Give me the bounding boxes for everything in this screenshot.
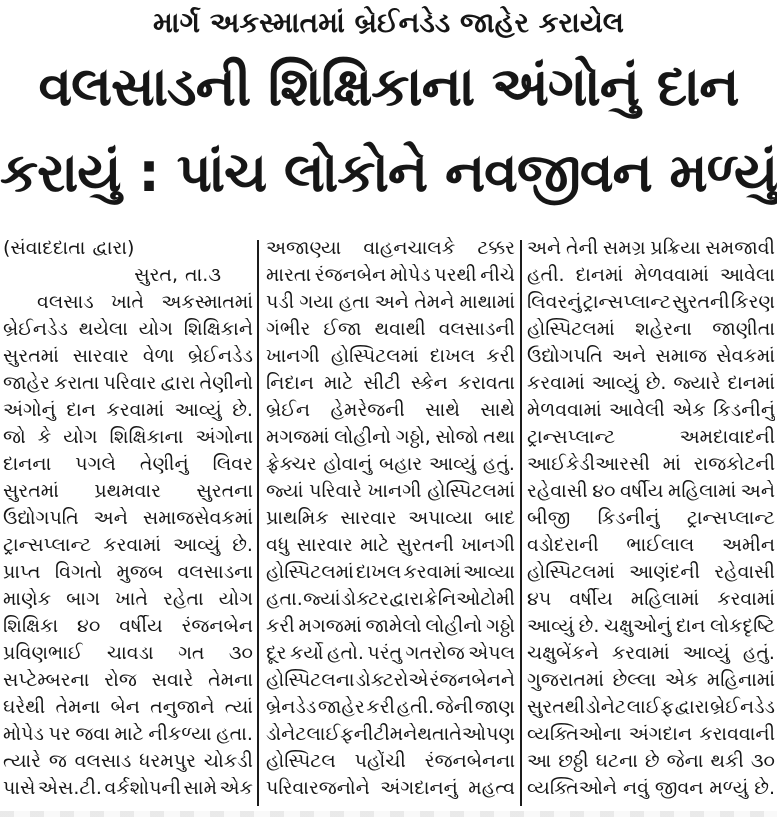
text-line: સુરત, તા.૩	[134, 264, 221, 286]
text-line: મગજમાં લોહીનો ગઠ્ઠો, સોજો તથા	[266, 426, 515, 448]
main-headline	[0, 44, 777, 216]
text-line: ડોનેટ લાઈફની ટીમને થતા તેઓ પણ	[266, 723, 515, 745]
article-column-left	[3, 237, 253, 805]
text-line: ઉદ્યોગપતિ અને સમાજસેવકમાં	[3, 507, 253, 529]
text-line: આ છઠ્ઠી ઘટના છે જેના થકી ૩૦	[527, 750, 775, 772]
text-line: ગંભીર ઈજા થવાથી વલસાડની	[266, 318, 515, 340]
text-line: ગુજરાતમાં છેલ્લા એક મહિનામાં	[527, 669, 775, 691]
text-line: માણેક બાગ ખાતે રહેતા યોગ	[3, 588, 253, 610]
text-line: ફ્રેક્ચર હોવાનું બહાર આવ્યું હતું.	[266, 453, 515, 475]
text-line: જો કે યોગ શિક્ષિકાના અંગોના	[3, 426, 253, 448]
text-line: (સંવાદદાતા દ્વારા)	[3, 237, 135, 259]
text-line: વધુ સારવાર માટે સુરતની ખાનગી	[266, 534, 515, 556]
text-line: શિક્ષિકા ૪૦ વર્ષીય રંજનબેન	[3, 615, 253, 637]
text-line: અજાણ્યા વાહનચાલકે ટક્કર	[266, 237, 515, 259]
text-line: હતી. દાનમાં મેળવવામાં આવેલા	[527, 264, 775, 286]
text-line: મારતા રંજનબેન મોપેડ પરથી નીચે	[266, 264, 515, 286]
scan-edge-artifact	[0, 811, 777, 817]
text-line: હોસ્પિટલમાં દાખલ કરવામાં આવ્યા	[266, 561, 515, 583]
text-line: બ્રેઈન હેમરેજની સાથે સાથે	[266, 399, 515, 421]
text-line: બ્રેઈનડેડ થયેલા યોગ શિક્ષિકાને	[3, 318, 253, 340]
text-line: સુરતમાં સારવાર વેળા બ્રેઈનડેડ	[3, 345, 253, 367]
text-line: હોસ્પિટલમાં શહેરના જાણીતા	[527, 318, 775, 340]
text-line: સુરતમાં પ્રથમવાર સુરતના	[3, 480, 253, 502]
text-line: રહેવાસી ૪૦ વર્ષીય મહિલામાં અને	[527, 480, 775, 502]
text-line: આવ્યું છે. ચક્ષુઓનું દાન લોકદૃષ્ટિ	[527, 615, 775, 637]
text-line: અંગોનું દાન કરવામાં આવ્યું છે.	[3, 399, 253, 421]
text-line: ૪૫ વર્ષીય મહિલામાં કરવામાં	[527, 588, 775, 610]
text-line: હોસ્પિટલમાં આણંદની રહેવાસી	[527, 561, 775, 583]
text-line: વલસાડ ખાતે અકસ્માતમાં	[37, 291, 253, 313]
kicker-headline: માર્ગ અકસ્માતમાં બ્રેઈનડેડ જાહેર કરાયેલ	[153, 6, 624, 39]
column-divider-right	[520, 240, 522, 806]
text-line: પાસે એસ.ટી. વર્કશોપની સામે એક	[3, 777, 253, 799]
text-line: હોસ્પિટલના ડોક્ટરોએ રંજનબેનને	[266, 669, 515, 691]
text-line: બીજી કિડનીનું ટ્રાન્સપ્લાન્ટ	[527, 507, 775, 529]
text-line: સુરતથી ડોનેટ લાઈફ દ્વારા બ્રેઈનડેડ	[527, 696, 775, 718]
main-headline-line-2: કરાયું : પાંચ લોકોને નવજીવન મળ્યું	[0, 141, 777, 204]
text-line: કરવામાં આવ્યું છે. જ્યારે દાનમાં	[527, 372, 775, 394]
text-line: બ્રેનડેડ જાહેર કરી હતી. જેની જાણ	[266, 696, 515, 718]
text-line: ત્યારે જ વલસાડ ધરમપુર ચોકડી	[3, 750, 253, 772]
text-line: જાહેર કરાતા પરિવાર દ્વારા તેણીનો	[3, 372, 253, 394]
text-line: વ્યક્તિઓને નવું જીવન મળ્યું છે.	[527, 777, 775, 799]
text-line: સપ્ટેમ્બરના રોજ સવારે તેમના	[3, 669, 253, 691]
text-line: ઉદ્યોગપતિ અને સમાજ સેવકમાં	[527, 345, 775, 367]
text-line: લિવરનું ટ્રાન્સપ્લાન્ટ સુરતની કિરણ	[527, 291, 775, 313]
text-line: કરી મગજમાં જામેલો લોહીનો ગઠ્ઠો	[266, 615, 515, 637]
text-line: મોપેડ પર જવા માટે નીકળ્યા હતા.	[3, 723, 253, 745]
text-line: દૂર કર્યો હતો. પરંતુ ગતરોજ એપલ	[266, 642, 515, 664]
article-column-middle	[266, 237, 515, 805]
text-line: પરિવારજનોને અંગદાનનું મહત્વ	[266, 777, 515, 799]
column-divider-left	[257, 240, 259, 806]
article-column-right	[527, 237, 775, 805]
text-line: પ્રાથમિક સારવાર અપાવ્યા બાદ	[266, 507, 515, 529]
text-line: દાનના પગલે તેણીનું લિવર	[3, 453, 253, 475]
text-line: ટ્રાન્સપ્લાન્ટ કરવામાં આવ્યું છે.	[3, 534, 253, 556]
text-line: જ્યાં પરિવારે ખાનગી હોસ્પિટલમાં	[266, 480, 515, 502]
main-headline-line-1: વલસાડની શિક્ષિકાના અંગોનું દાન	[38, 55, 739, 118]
text-line: પ્રવિણભાઈ ચાવડા ગત ૩૦	[3, 642, 253, 664]
text-line: વ્યક્તિઓના અંગદાન કરાવવાની	[527, 723, 775, 745]
text-line: ખાનગી હોસ્પિટલમાં દાખલ કરી	[266, 345, 515, 367]
text-line: હતા. જ્યાં ડોક્ટર દ્વારા ક્રેનિઓટોમી	[266, 588, 515, 610]
text-line: મેળવવામાં આવેલી એક કિડનીનું	[527, 399, 775, 421]
text-line: હોસ્પિટલ પહોંચી રંજનબેનના	[266, 750, 515, 772]
text-line: અને તેની સમગ્ર પ્રક્રિયા સમજાવી	[527, 237, 775, 259]
text-line: ચક્ષુબેંકને કરવામાં આવ્યું હતું.	[527, 642, 775, 664]
text-line: વડોદરાની ભાઈલાલ અમીન	[527, 534, 775, 556]
text-line: પડી ગયા હતા અને તેમને માથામાં	[266, 291, 515, 313]
text-line: ઘરેથી તેમના બેન તનુજાને ત્યાં	[3, 696, 253, 718]
text-line: પ્રાપ્ત વિગતો મુજબ વલસાડના	[3, 561, 253, 583]
text-line: નિદાન માટે સીટી સ્કેન કરાવતા	[266, 372, 515, 394]
text-line: ટ્રાન્સપ્લાન્ટ અમદાવાદની	[527, 426, 775, 448]
text-line: આઈકેડીઆરસી માં રાજકોટની	[527, 453, 775, 475]
